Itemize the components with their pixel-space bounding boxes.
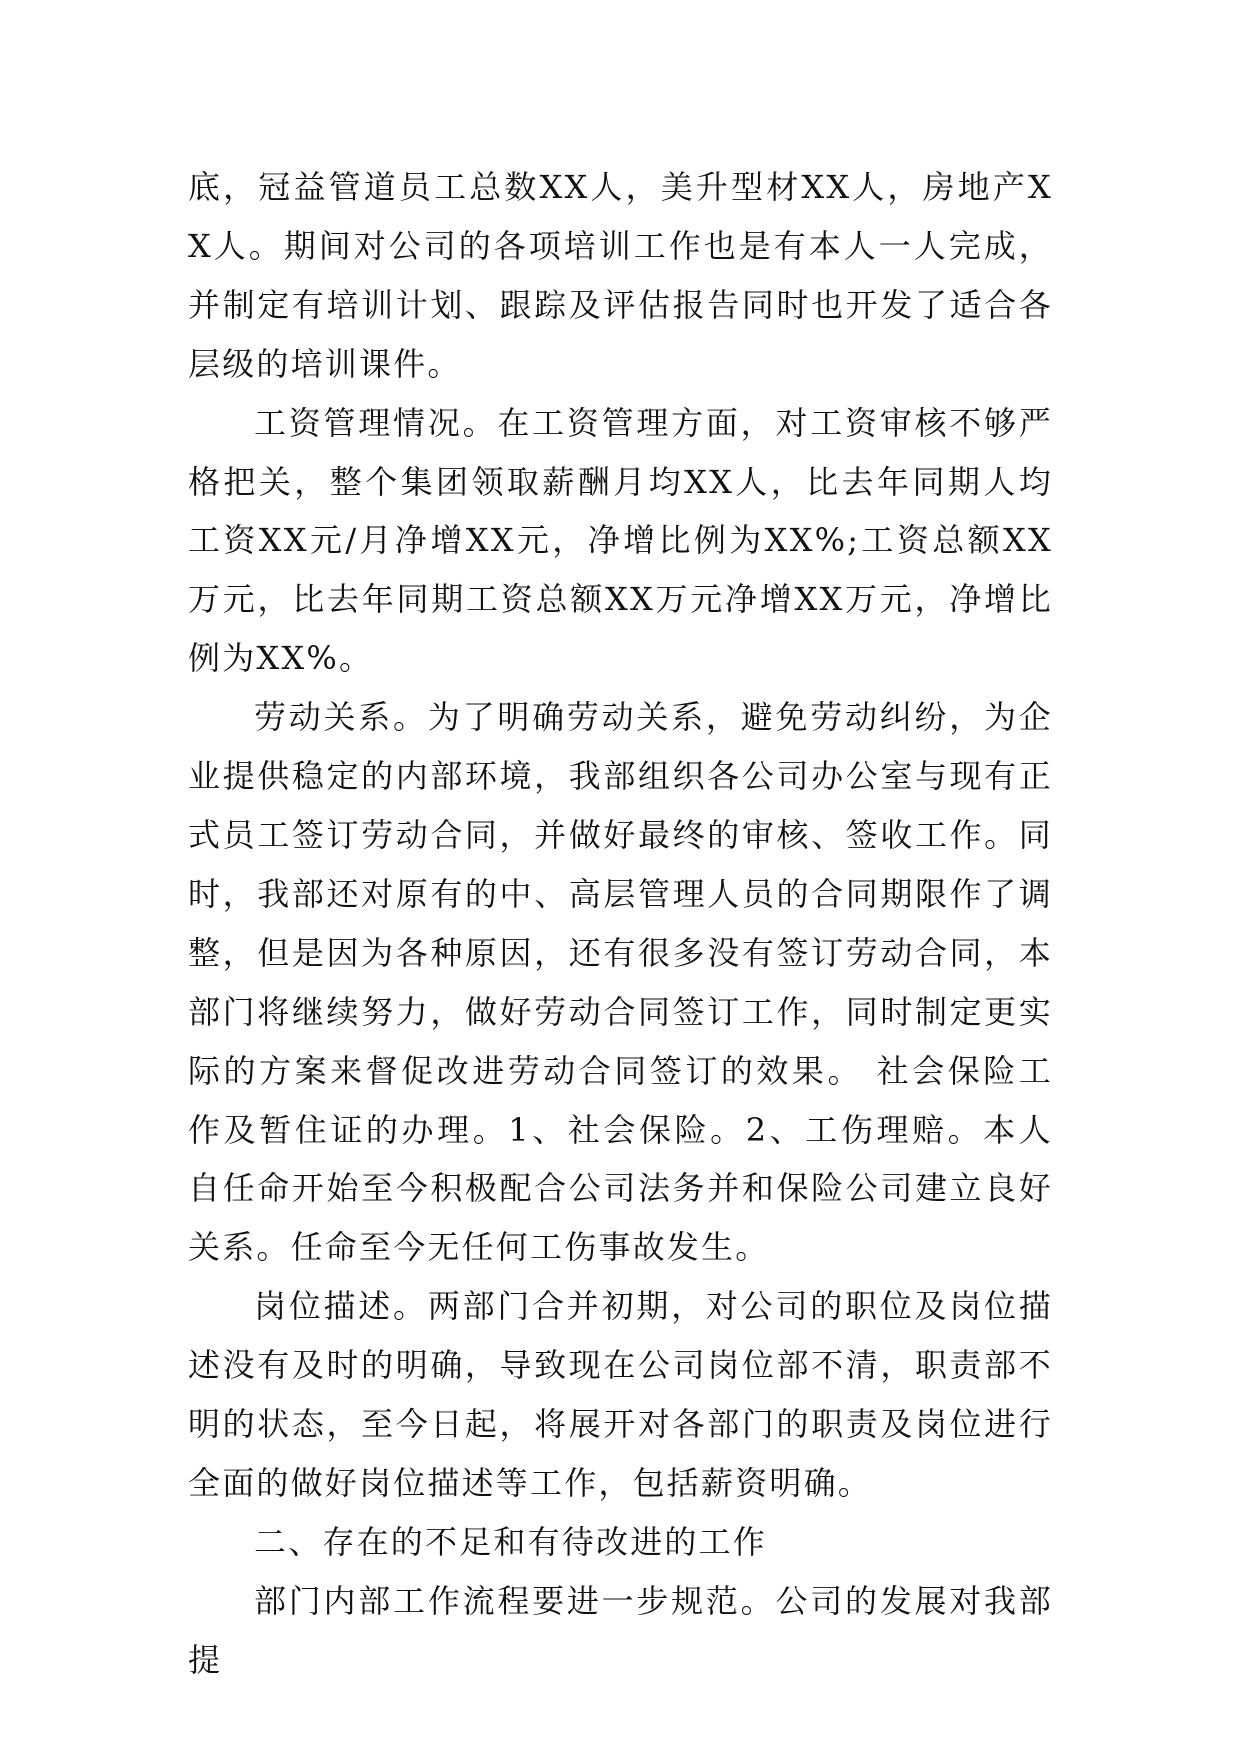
paragraph-salary-management: 工资管理情况。在工资管理方面，对工资审核不够严格把关，整个集团领取薪酬月均XX人，比去年同期人均工资XX元/月净增XX元，净增比例为XX%;工资总额XX万元，比去年同期工资总额XX万元净增XX万元，净增比例为XX%。 xyxy=(188,403,1053,678)
paragraph-workflow: 部门内部工作流程要进一步规范。公司的发展对我部提 xyxy=(188,1581,1053,1679)
paragraph-labor-relations: 劳动关系。为了明确劳动关系，避免劳动纠纷，为企业提供稳定的内部环境，我部组织各公司办公室与现有正式员工签订劳动合同，并做好最终的审核、签收工作。同时，我部还对原有的中、高层管理人员的合同期限作了调整，但是因为各种原因，还有很多没有签订劳动合同，本部门将继续努力，做好劳动合同签订工作，同时制定更实际的方案来督促改进劳动合同签订的效果。 社会保险工作及暂住证的办理。1、社会保险。2、工伤理赔。本人自任命开始至今积极配合公司法务并和保险公司建立良好关系。任命至今无任何工伤事故发生。 xyxy=(188,698,1053,1267)
paragraph-job-description: 岗位描述。两部门合并初期，对公司的职位及岗位描述没有及时的明确，导致现在公司岗位部不清，职责部不明的状态，至今日起，将展开对各部门的职责及岗位进行全面的做好岗位描述等工作，包括薪资明确。 xyxy=(188,1287,1053,1502)
section-heading-shortcomings: 二、存在的不足和有待改进的工作 xyxy=(254,1522,768,1561)
paragraph-staff-training: 底，冠益管道员工总数XX人，美升型材XX人，房地产XX人。期间对公司的各项培训工作也是有本人一人完成，并制定有培训计划、跟踪及评估报告同时也开发了适合各层级的培训课件。 xyxy=(188,168,1053,383)
document-body xyxy=(188,158,1053,1690)
